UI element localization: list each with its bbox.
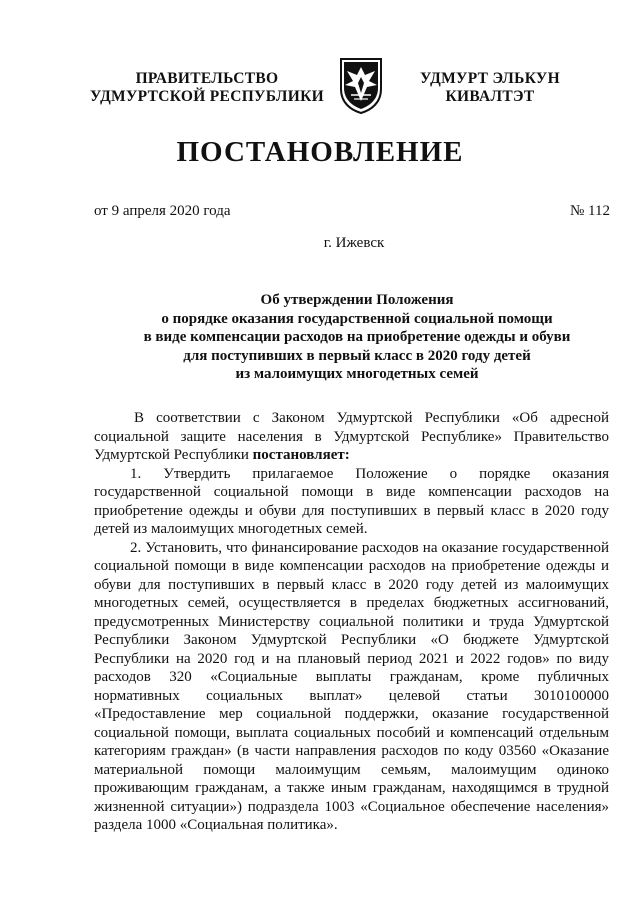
clause-1: 1. Утвердить прилагаемое Положение о порядке оказания государственной социальной помощи в виде компенсации расходов на приобретение одежды и обуви для поступивших в первый класс в 2020 году детей из малоимущих многодетных семей. <box>94 465 609 537</box>
document-date: от 9 апреля 2020 года <box>94 203 231 219</box>
udmurt-coat-of-arms-icon <box>337 55 385 115</box>
clause-2: 2. Установить, что финансирование расходов на оказание государственной социальной помощи в виде компенсации расходов на приобретение одежды и обуви для поступивших в первый класс в 2020 году детей из малоимущих многодетных семей, осуществляется в пределах бюджетных ассигнований, предусмотренных Министерству социальной политики и труда Удмуртской Республики Законом Удмуртской Республики «О бюджете Удмуртской Республики на 2020 год и на плановый период 2021 и 2022 годов» по виду расходов 320 «Социальные выплаты гражданам, кроме публичных нормативных социальных выплат» целевой статьи 3010100000 «Предоставление мер социальной поддержки, оказание государственной социальной помощи, выплата социальных пособий и компенсаций отдельным категориям граждан» (в части направления расходов по коду 03560 «Оказание материальной помощи малоимущим семьям, малоимущим одиноко проживающим гражданам, а также иным гражданам, находящимся в трудной жизненной ситуации») подраздела 1003 «Социальное обеспечение населения» раздела 1000 «Социальная политика». <box>94 539 609 833</box>
document-type-heading: ПОСТАНОВЛЕНИЕ <box>176 136 464 168</box>
document-number: № 112 <box>569 203 610 219</box>
title-line: для поступивших в первый класс в 2020 году детей <box>183 347 531 364</box>
document-body <box>94 409 609 835</box>
issuer-line: КИВАЛТЭТ <box>445 88 535 105</box>
issuer-name-udmurt <box>405 70 575 106</box>
document-title <box>90 291 624 384</box>
title-line: из малоимущих многодетных семей <box>235 366 479 382</box>
operative-word: постановляет <box>252 447 345 463</box>
issuer-line: УДМУРТСКОЙ РЕСПУБЛИКИ <box>89 88 324 105</box>
issuer-name-russian <box>78 70 336 106</box>
issuer-line: УДМУРТ ЭЛЬКУН <box>420 70 560 87</box>
title-line: в виде компенсации расходов на приобретение одежды и обуви <box>143 329 571 345</box>
operative-colon: : <box>344 447 350 463</box>
title-line: о порядке оказания государственной социальной помощи <box>161 310 553 327</box>
issuer-line: ПРАВИТЕЛЬСТВО <box>135 70 279 87</box>
preamble-text: В соответствии с Законом Удмуртской Республики «Об адресной социальной защите населения в Удмуртской Республике» Правительство Удмуртской Республики <box>94 410 609 463</box>
preamble-paragraph <box>94 409 609 465</box>
document-city: г. Ижевск <box>323 235 385 251</box>
title-line: Об утверждении Положения <box>260 292 454 308</box>
